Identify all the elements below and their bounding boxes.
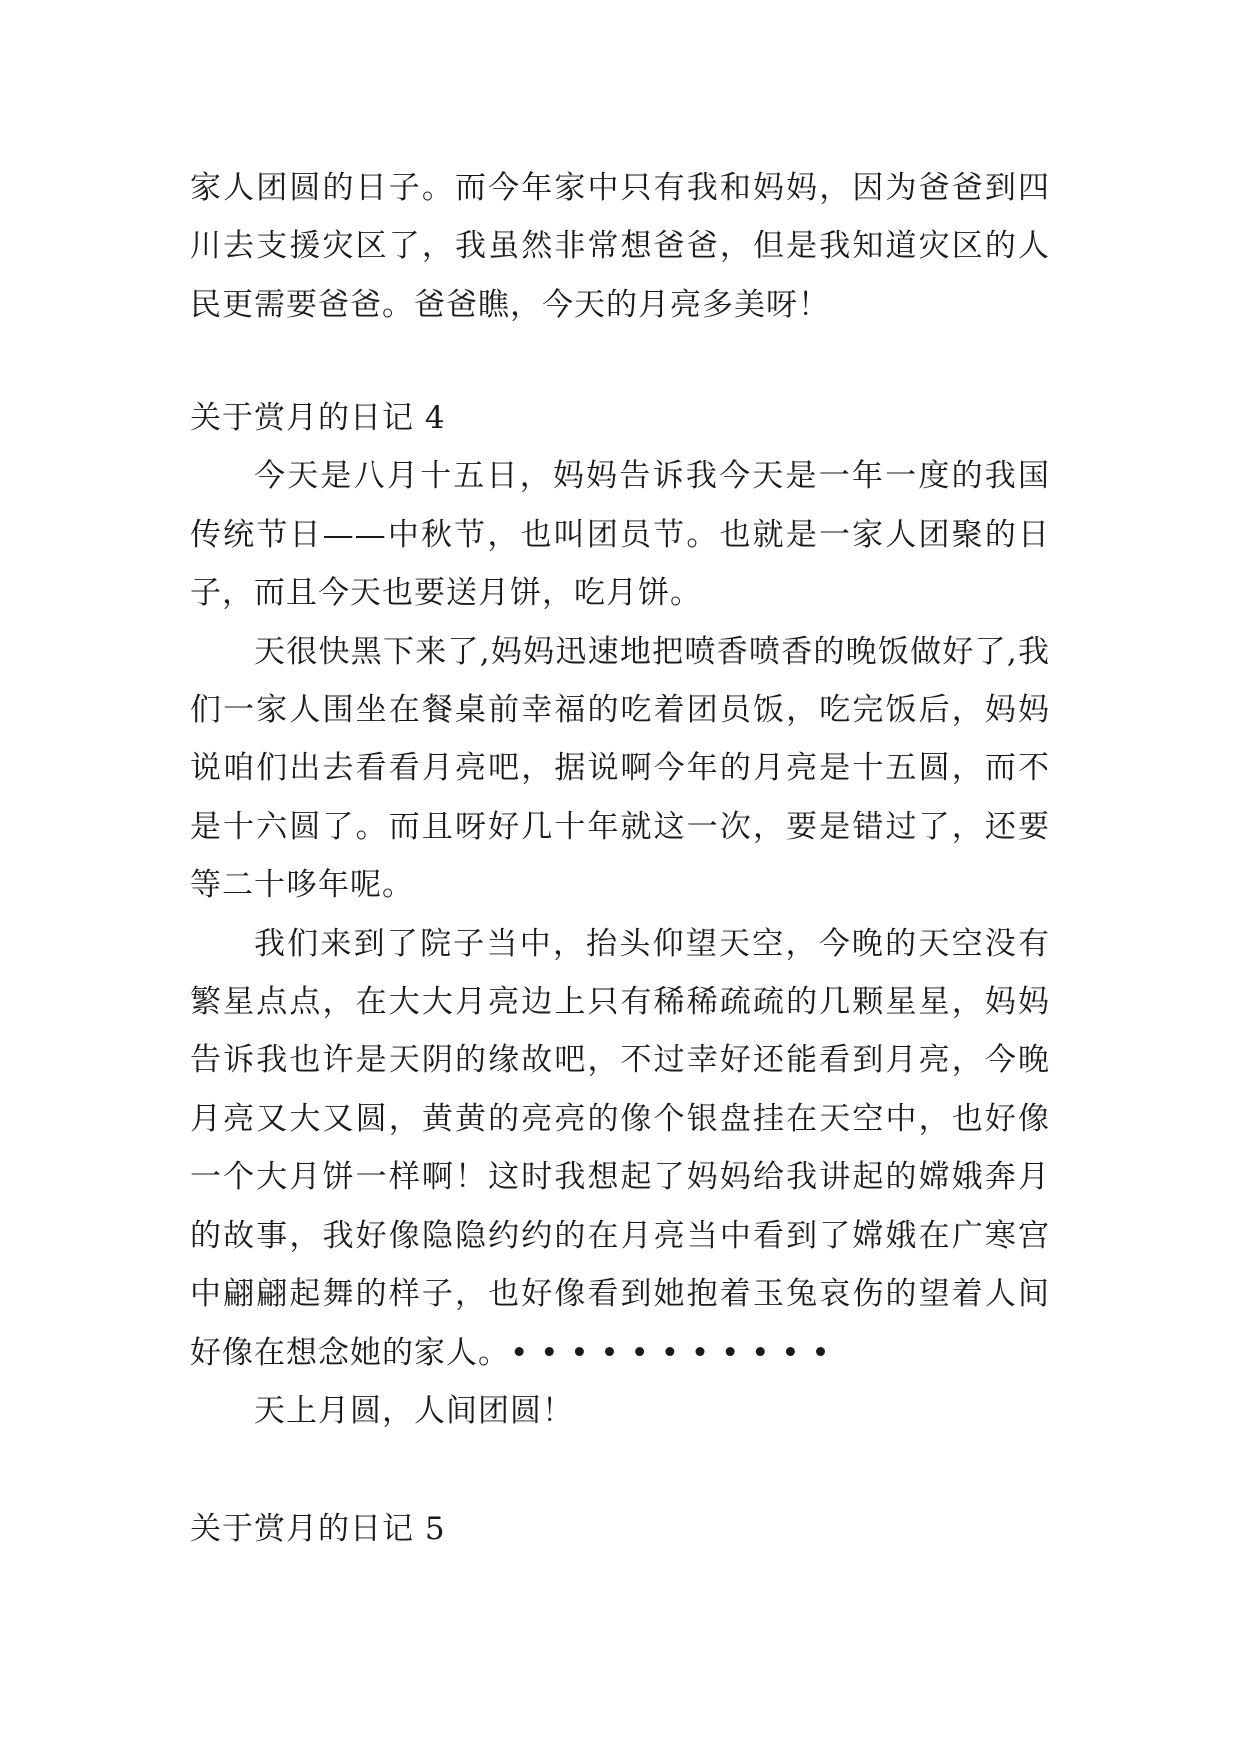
continuation-paragraph: 家人团圆的日子。而今年家中只有我和妈妈，因为爸爸到四川去支援灾区了，我虽然非常想爸爸，但是我知道灾区的人民更需要爸爸。爸爸瞧，今天的月亮多美呀！ xyxy=(190,170,1050,323)
diary-4-paragraph-3: 我们来到了院子当中，抬头仰望天空，今晚的天空没有繁星点点，在大大月亮边上只有稀稀疏疏的几颗星星，妈妈告诉我也许是天阴的缘故吧，不过幸好还能看到月亮，今晚月亮又大又圆，黄黄的亮亮的像个银盘挂在天空中，也好像一个大月饼一样啊！这时我想起了妈妈给我讲起的嫦娥奔月的故事，我好像隐隐约约的在月亮当中看到了嫦娥在广寒宫中翩翩起舞的样子，也好像看到她抱着玉兔哀伤的望着人间好像在想念她的家人。• • • • • • • • • • • xyxy=(190,925,1050,1371)
continuation-section xyxy=(190,159,1050,334)
diary-5-title: 关于赏月的日记 5 xyxy=(190,1511,446,1547)
diary-4-title: 关于赏月的日记 4 xyxy=(190,400,446,436)
diary-4-section xyxy=(190,389,1050,1440)
diary-4-paragraph-4: 天上月圆，人间团圆！ xyxy=(254,1392,574,1429)
diary-4-paragraph-2: 天很快黑下来了,妈妈迅速地把喷香喷香的晚饭做好了,我们一家人围坐在餐桌前幸福的吃着团员饭，吃完饭后，妈妈说咱们出去看看月亮吧，据说啊今年的月亮是十五圆，而不是十六圆了。而且呀好几十年就这一次，要是错过了，还要等二十哆年呢。 xyxy=(190,633,1050,904)
diary-4-paragraph-1: 今天是八月十五日，妈妈告诉我今天是一年一度的我国传统节日——中秋节，也叫团员节。也就是一家人团聚的日子，而且今天也要送月饼，吃月饼。 xyxy=(190,458,1050,612)
diary-5-section xyxy=(190,1500,1050,1558)
